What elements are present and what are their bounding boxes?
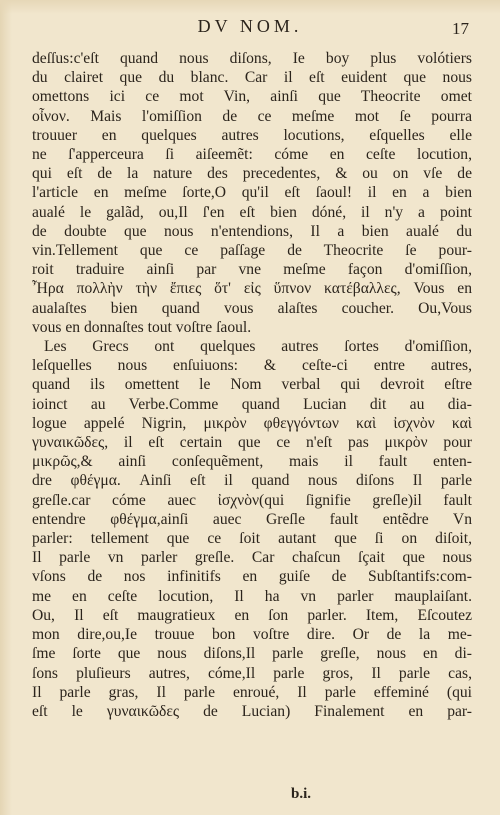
text-line: omettons ici ce mot Vin, ainſi que Theocrite omet [32, 88, 472, 106]
body-text [32, 49, 472, 721]
page-edge-shadow-left [0, 0, 12, 815]
text-line: οἶνον. Mais l'omiſſion de ce meſme mot ſe pourra [32, 107, 472, 125]
text-line: du clairet que du blanc. Car il eſt euident que nous [32, 69, 472, 87]
text-line: aualé le galãd, ou,Il ſ'en eſt bien dóné, il n'y a point [32, 203, 472, 221]
paragraph-start-line: Les Grecs ont quelques autres ſortes d'omiſſion, [44, 338, 472, 356]
text-line: Ou, Il eſt maugratieux en ſon parler. Item, Eſcoutez [32, 606, 472, 624]
text-line: parler: tellement que ce ſoit autant que ſi on diſoit, [32, 530, 472, 548]
signature-mark: b.i. [291, 786, 312, 802]
page-number: 17 [452, 19, 469, 38]
text-line: de doubte que nous n'entendions, Il a bien aualé du [32, 222, 472, 240]
text-line: greſle.car cóme auec ἰσχνὸν(qui ſignifie greſle)il fault [32, 491, 472, 509]
text-line: vſons de nos infinitifs en guiſe de Subſtantifs:com- [32, 568, 472, 586]
text-line: ioinct au Verbe.Comme quand Lucian dit au dia- [32, 395, 472, 413]
text-line: me en ceſte locution, Il ha vn parler mauplaiſant. [32, 587, 472, 605]
text-line: logue appelé Nigrin, μικρὸν φθεγγόντων καὶ ἰσχνὸν καὶ [32, 414, 472, 432]
text-line: γυναικῶδες, il eſt certain que ce n'eſt pas μικρὸν pour [32, 434, 472, 452]
text-line: Il parle gras, Il parle enroué, Il parle effeminé (qui [32, 683, 472, 701]
text-line: leſquelles nous enſuiuons: & ceſte-ci entre autres, [32, 357, 472, 375]
text-line: Ἦρα πολλὴν τὴν ἔπιες ὅτ' εἰς ὕπνον κατέβαλλες, Vous en [32, 280, 472, 298]
text-line: deſſus:c'eſt quand nous diſons, Ie boy plus volótiers [32, 50, 472, 67]
running-head: DV NOM. [197, 16, 303, 36]
text-line: μικρῶς,& ainſi conſequẽment, mais il fault enten- [32, 453, 472, 471]
text-line: trouuer en quelques autres locutions, eſquelles elle [32, 126, 472, 144]
text-line: ſme ſorte que nous diſons,Il parle greſle, nous en di- [32, 645, 472, 663]
text-line: ſons pluſieurs autres, cóme,Il parle gros, Il parle cas, [32, 664, 472, 682]
text-line: dre φθέγμα. Ainſi eſt il quand nous diſons Il parle [32, 472, 472, 490]
text-line: entendre φθέγμα,ainſi auec Greſle fault entẽdre Vn [32, 510, 472, 528]
page-edge-shadow-top [0, 0, 500, 14]
text-line: Il parle vn parler greſle. Car chaſcun ſçait que nous [32, 549, 472, 567]
text-line: aualaſtes bien quand vous alaſtes coucher. Ou,Vous [32, 299, 472, 317]
text-line: quand ils omettent le Nom verbal qui devroit eſtre [32, 376, 472, 394]
text-line: eſt le γυναικῶδες de Lucian) Finalement en par- [32, 702, 472, 720]
text-line: qui eſt de la nature des precedentes, & ou on vſe de [32, 165, 472, 183]
text-line: mon dire,ou,Ie trouue bon voſtre dire. Or de la me- [32, 626, 472, 644]
text-line: vin.Tellement que ce paſſage de Theocrite ſe pour- [32, 242, 472, 260]
text-line: l'article en meſme ſorte,O qu'il eſt ſaoul! il en a bien [32, 184, 472, 202]
text-line: roit traduire ainſi par vne meſme façon d'omiſſion, [32, 261, 472, 279]
paragraph-end-line: vous en donnaſtes tout voſtre ſaoul. [32, 318, 252, 336]
text-line: ne ſ'apperceura ſi aiſeemẽt: cóme en ceſte locution, [32, 146, 472, 164]
